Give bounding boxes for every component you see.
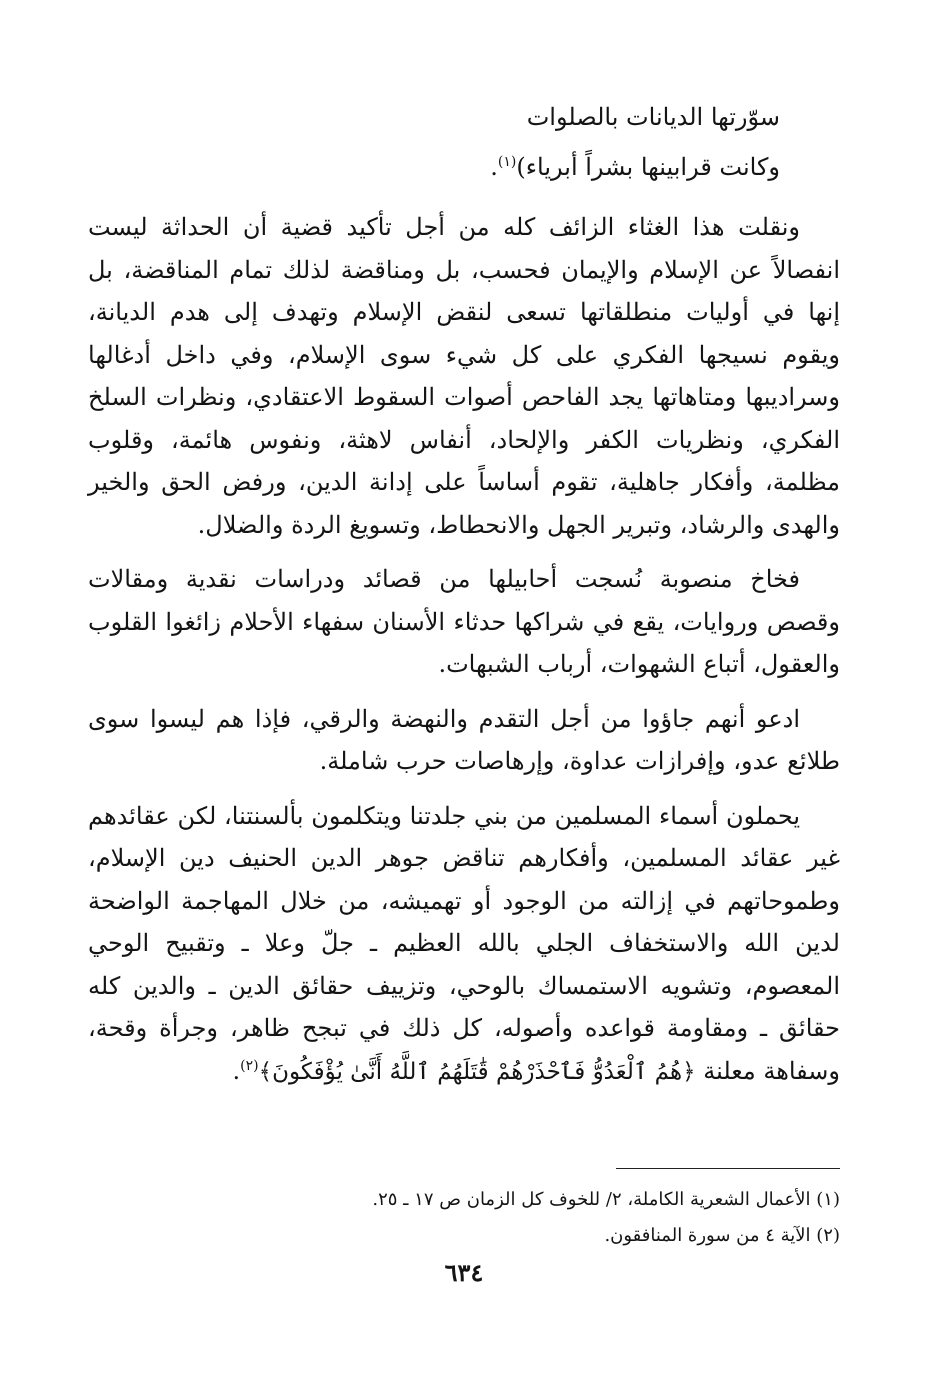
verse-line-2 <box>88 142 840 192</box>
verse-line-2-text: وكانت قرابينها بشراً أبرياء) <box>516 153 780 181</box>
paragraph-4 <box>88 795 840 1094</box>
footnote-divider <box>616 1168 840 1169</box>
footnotes <box>88 1182 840 1254</box>
paragraph-1: ونقلت هذا الغثاء الزائف كله من أجل تأكيد قضية أن الحداثة ليست انفصالاً عن الإسلام والإيمان فحسب، بل ومناقضة لذلك تمام المناقضة، بل إنها في أوليات منطلقاتها تسعى لنقض الإسلام وتهدف إلى هدم الديانة، ويقوم نسيجها الفكري على كل شيء سوى الإسلام، وفي داخل أدغالها وسراديبها ومتاهاتها يجد الفاحص أصوات السقوط الاعتقادي، ونظرات السلخ الفكري، ونظريات الكفر والإلحاد، أنفاس لاهثة، ونفوس هائمة، وقلوب مظلمة، وأفكار جاهلية، تقوم أساساً على إدانة الدين، ورفض الحق والخير والهدى والرشاد، وتبرير الجهل والانحطاط، وتسويغ الردة والضلال. <box>88 213 840 539</box>
footnote-ref-2: (٢) <box>240 1057 259 1074</box>
footnote-1: (١) الأعمال الشعرية الكاملة، ٢/ للخوف كل الزمان ص ١٧ ـ ٢٥. <box>372 1189 840 1210</box>
quran-verse: ﴿هُمُ ٱلْعَدُوُّ فَٱحْذَرْهُمْ قَٰتَلَهُمُ ٱللَّهُ أَنَّىٰ يُؤْفَكُونَ﴾ <box>258 1058 696 1085</box>
page-number: ٦٣٤ <box>444 1258 484 1287</box>
book-page <box>88 92 840 1332</box>
footnote-2: (٢) الآية ٤ من سورة المنافقون. <box>604 1225 840 1246</box>
footnote-ref-1: (١) <box>497 154 517 170</box>
verse-line-2-end: . <box>490 153 498 181</box>
paragraph-2: فخاخ منصوبة نُسجت أحابيلها من قصائد ودراسات نقدية ومقالات وقصص وروايات، يقع في شراكها حدثاء الأسنان سفهاء الأحلام زائغوا القلوب والعقول، أتباع الشهوات، أرباب الشبهات. <box>88 565 840 678</box>
verse-line-1: سوّرتها الديانات بالصلوات <box>526 103 780 131</box>
paragraph-4-end: . <box>232 1056 241 1085</box>
paragraph-3: ادعو أنهم جاؤوا من أجل التقدم والنهضة والرقي، فإذا هم ليسوا سوى طلائع عدو، وإفرازات عداوة، وإرهاصات حرب شاملة. <box>88 704 840 775</box>
paragraph-4-text: يحملون أسماء المسلمين من بني جلدتنا ويتكلمون بألسنتنا، لكن عقائدهم غير عقائد المسلمين، وأفكارهم تناقض جوهر الدين الحنيف دين الإسلام، وطموحاتهم في إزالته من الوجود أو تهميشه، من خلال المهاجمة الواضحة لدين الله والاستخفاف الجلي بالله العظيم ـ جلّ وعلا ـ وتقبيح الوحي المعصوم، وتشويه الاستمساك بالوحي، وتزييف حقائق الدين ـ والدين كله حقائق ـ ومقاومة قواعده وأصوله، كل ذلك في تبجح ظاهر، وجرأة وقحة، وسفاهة معلنة <box>88 801 840 1085</box>
